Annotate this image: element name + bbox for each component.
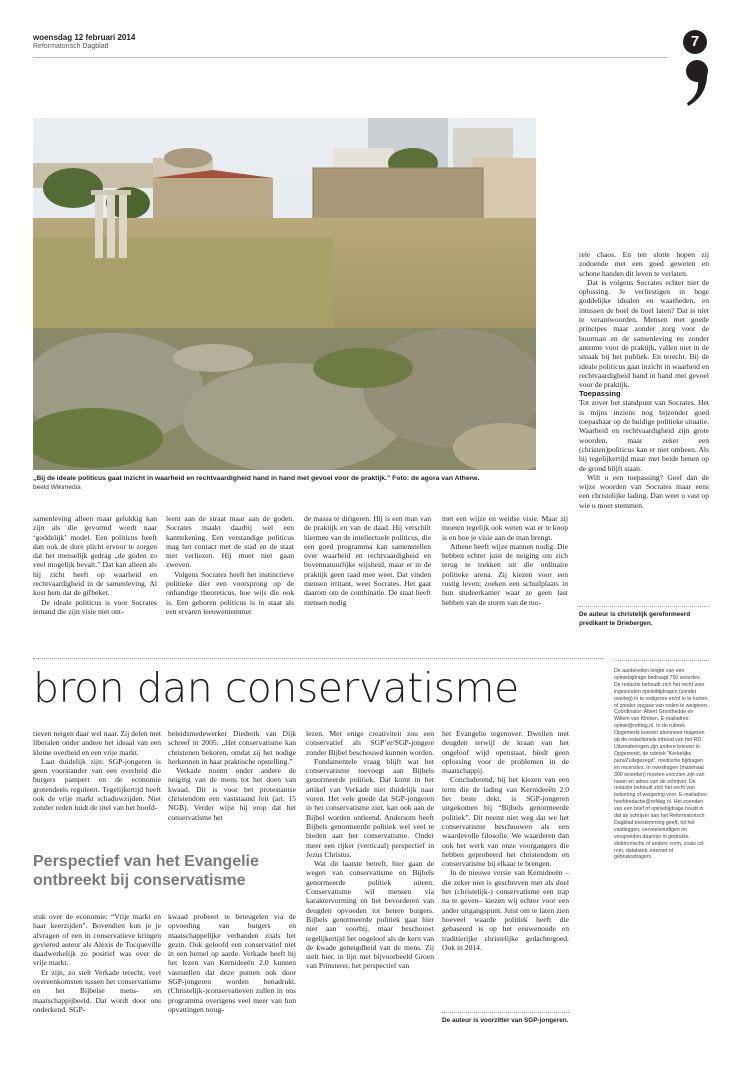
submission-guidelines: De aanbevolen lengte van een opiniebijdrage bedraagt 750 woorden. De redactie behoudt zich het recht voor ingezonden opiniebijdragen (zonder overleg) in te redigeren en/of in te korten, of zonder opgave van reden te weigeren. Coördinator: Albert Groothedde en Willem van Klinken. E-mailadres: opinie@refdag.nl. In de rubriek Opgemerkt kunnen abonnees reageren op de redactionele inhoud van het RD. Uitzonderingen zijn andere brieven in Opgemerkt, de rubriek “Kerkelijke pers/Zuilsgezegd”, medische bijdragen en recensies. In overdragen (maximaal 300 woorden) moeten voorzien zijn van naam en adres van de schrijver. De redactie behoudt zich het recht van bekorting of weigering voor. E-mailadres: hoofdredactie@refdag.nl. Het zoenden van een brief of opiniebijdrage houdt in dat de schrijver aan het Reformatorisch Dagblad toestemming geeft, tot het vastleggen, verveelvoudigen en verspreiden daarvan in gedrukte, elektronische of andere vorm, zoals cd-rom, databank, internet of gebruiksdragers. — [614, 668, 709, 861]
paragraph: de massa te dirigeren. Hij is een man van de praktijk en van de daad. Hij verschilt hiermee van de intellectuele politicus, die een goed programma kan samenstellen over waarheid en rechtvaardigheid en bovennatuurlijke wijsheid, maar er in de praktijk geen raad mee weet. Dat vinden mensen irritant, weet Socrates. Het gaat daarom om de combinatie. De staat heeft mensen nodig — [304, 514, 431, 607]
top-column-4 — [442, 514, 568, 607]
paragraph: Concluderend, bij het kiezen van een term die de lading van Kernideeën 2.0 het beste dekt, is SGP-jongeren uitgekomen bij “Bijbels genormeerde politiek”. Dit neemt niet weg dat we het conservatisme beschouwen als een waardevolle filosofie. We waarderen dan ook het werk van onze voorgangers die hebben geprobeerd het christendom en conservatisme bij elkaar te brengen. — [442, 775, 569, 869]
divider — [442, 1012, 569, 1013]
article-kicker: Perspectief van het Evangelie ontbreekt bij conservatisme — [33, 853, 259, 889]
paragraph: kwaad probeert te beteugelen via de opvoeding van burgers en maatschappelijke verbanden zoals het gezin. Ook geloofd een conservatief niet in een hemel op aarde. Verkade heeft bij het lezen van Kernideeën 2.0 kunnen vaststellen dat deze punten ook door SGP-jongeren worden benadrukt. (Christelijk-)conservatieven zullen in ons programma overigens veel meer van hun opvattingen terug- — [168, 912, 296, 1014]
sidebar-divider — [614, 660, 709, 661]
subheading-toepassing: Toepassing — [579, 389, 621, 399]
top-column-1 — [33, 514, 157, 616]
top-column-2 — [166, 514, 294, 616]
paragraph: samenleving alleen maar gelukkig kan zijn als die gevormd wordt naar ‘goddelijk’ model. Een politicus heeft dan ook de dure plicht ervoor te zorgen dat het menselijk gedrag „de goden zo veel mogelijk bevalt.” Dat kan alleen als hij zicht heeft op waarheid en rechtvaardigheid in de samenleving. Al kost hem dat de gifbeker. — [33, 514, 157, 598]
top-column-3 — [304, 514, 431, 607]
paragraph: In de nieuwe versie van Kernideeën –die zeker niet is geschreven met als doel het (christelijk-) conservatisme een trap na te geven– kiezen wij echter voor een ander uitgangspunt. Juist om te laten zien hoeveel waarde politiek heeft die gebaseerd is op het eeuwenoude en traditierijke christelijke gedachtegoed. Ook in 2014. — [442, 868, 569, 952]
bottom-column-1a — [33, 729, 161, 813]
paragraph: stuk over de economie: “Vrije markt en haar keerzijden”. Bovendien kun je je afvragen of een in conservatieve kringen geviered auteur als Alexis de Tocqueville daadwerkelijk zo positief was over de vrije markt. — [33, 912, 161, 968]
bottom-column-2a — [168, 729, 296, 822]
paragraph: beleidsmedewerker Diederik van Dijk schreef in 2005: „Het conservatisme kan christenen bekoren, omdat zij het nodige herkennen in haar praktische opstelling.” — [168, 729, 296, 766]
section-divider — [33, 658, 603, 659]
paragraph: Tot zover het standpunt van Socrates. Het is mijns inziens nog bijzonder goed toepasbaar op de huidige politieke situatie. Waarheid en rechtvaardigheid zijn grote woorden, maar zeker een (christen)politicus kan er niet omheen. Als hij tegelijkertijd maar met beide benen op de grond blijft staan. — [579, 398, 709, 473]
issue-date: woensdag 12 februari 2014 — [33, 33, 136, 42]
article-headline: bron dan conservatisme — [33, 664, 519, 712]
photo-credit: beeld Wikimedia — [33, 484, 81, 491]
newspaper-name: Reformatorisch Dagblad — [33, 43, 109, 50]
agora-athens-image — [33, 118, 536, 470]
page-number: 7 — [683, 30, 707, 54]
bottom-column-4 — [442, 729, 569, 952]
paragraph: Wat dit laatste betreft, hier gaan de wegen van conservatisme en Bijbels genormeerde politiek uiteen. Conservatisme wil mensen via karaktervorming en het bevorderen van deugden opvoeden tot betere burgers. Bijbels genormeerde politiek gaat hier niet aan voorbij, maar beschouwt tegelijkertijd het ongeloof als de kern van de kwade geneigdheid van de mens. Zij stelt hier, in lijn met bijvoorbeeld Groen van Prinsterer, het perspectief van — [306, 859, 434, 971]
paragraph: Volgens Socrates heeft het instinctieve politieke dier een voorsprong op de onhandige theoreticus, hoe wijs die ook is. Een geboren politicus is in staat als een ervaren leeuwentemmer — [166, 569, 294, 616]
comma-logo-icon — [682, 58, 712, 108]
paragraph: leent aan de straat maar aan de goden. Socrates maakt daarbij wel een kanttekening. Een verstandige politicus mag het contact met de stad en de staat niet verliezen. Hij moet niet gaan zweven. — [166, 514, 294, 570]
paragraph: lezen. Met enige creativiteit zou een conservatief als SGP’er/SGP-jongere zonder Bijbel beschouwd kunnen worden. — [306, 729, 435, 757]
photo-caption: „Bij de ideale politicus gaat inzicht in waarheid en rechtvaardigheid hand in hand met gevoel voor de praktijk.” Foto: de agora van Athene. — [33, 475, 480, 482]
bottom-column-3 — [306, 729, 434, 971]
paragraph: het Evangelie tegenover. Dweilen met deugden terwijl de kraan van het ongeloof wijd openstaat, biedt geen oplossing voor de problemen in de maatschappij. — [442, 729, 569, 776]
paragraph: rele chaos. En ten slotte hopen zij zodoende met een goed geweten en schone handen dit leven te verlaten. — [579, 250, 709, 278]
paragraph: Fundamentele vraag blijft wat het conservatisme toevoegt aan Bijbels genormeerde politiek. Dat komt in het artikel van Verkade niet duidelijk naar voren. Het vele goede dat SGP-jongeren in het conservatisme ziet, kan ook aan de Bijbel worden ontleend. Andersom heeft Bijbels genormeerde politiek wel veel te bieden aan het conservatisme. Onder meer een rijker (verticaal) perspectief in Jezus Christus. — [306, 756, 434, 859]
header-rule — [33, 57, 668, 58]
bottom-column-2b — [168, 912, 296, 1014]
author-note-top: De auteur is christelijk gereformeerd predikant te Driebergen. — [579, 611, 691, 627]
top-column-5 — [579, 250, 709, 510]
bottom-column-1b — [33, 912, 161, 1014]
paragraph: Dat is volgens Socrates echter niet de oplossing. Je verliestigen in hoge goddelijke idealen en waarheden, en intussen de boel de boel laten? Dat is niet te verantwoorden. Mensen met goede principes maar zonder zorg voor de buurman en de samenleving en zonder antenne voor de praktijk, vallen niet in de smaak bij het publiek. En terecht. Bij de ideale politicus gaat inzicht in waarheid en rechtvaardigheid hand in hand met gevoel voor de praktijk. — [579, 277, 709, 390]
paragraph: Athene heeft wijze mannen nodig. Die hebben echter juist de neiging om zich terug te trekken uit die ordinaire politieke arena. Zij kiezen voor een rustig leven; zoeken een schuilplaats in hun studeerkamer waar ze geen last hebben van de storm van de mo- — [442, 541, 568, 607]
paragraph: De ideale politicus is voor Socrates iemand die zijn visie niet ont- — [33, 597, 157, 616]
paragraph: Laat duidelijk zijn: SGP-jongeren is geen voorstander van een overheid die burgers pampert en de economie grotendeels reguleert. Tegelijkertijd heeft ook de vrije markt schaduwzijden. Niet zonder reden luidt de titel van het hoofd- — [33, 756, 161, 813]
paragraph: Verkade noemt onder andere de neiging van de mens tot het doen van kwaad. Dit is voor het protestantse christendom een vaststaand feit (art. 15 NGB). Verder wijst hij erop dat het conservatisme het — [168, 766, 296, 822]
article-photo — [33, 118, 536, 470]
paragraph: Wilt u een toepassing? Geef dan de wijze woorden van Socrates maar eens een christelijke lading. Dan weet u vast op wie u moet stemmen. — [579, 472, 709, 510]
divider — [579, 606, 709, 607]
paragraph: Er zijn, zo stelt Verkade terecht, veel overeenkomsten tussen het conservatisme en het Bijbelse mens- en maatschappijbeeld. Dat wordt door ons onderkend. SGP- — [33, 967, 161, 1014]
paragraph: tieven neigen daar wel naar. Zij delen met liberalen onder andere het ideaal van een kleine overheid en een vrije markt. — [33, 729, 161, 757]
paragraph: met een wijze en weidse visie. Maar zij moeten tegelijk ook weten wat er te koop is en hoe je visie aan de man brengt. — [442, 514, 568, 542]
author-note-bottom: De auteur is voorzitter van SGP-jongeren. — [442, 1017, 569, 1024]
